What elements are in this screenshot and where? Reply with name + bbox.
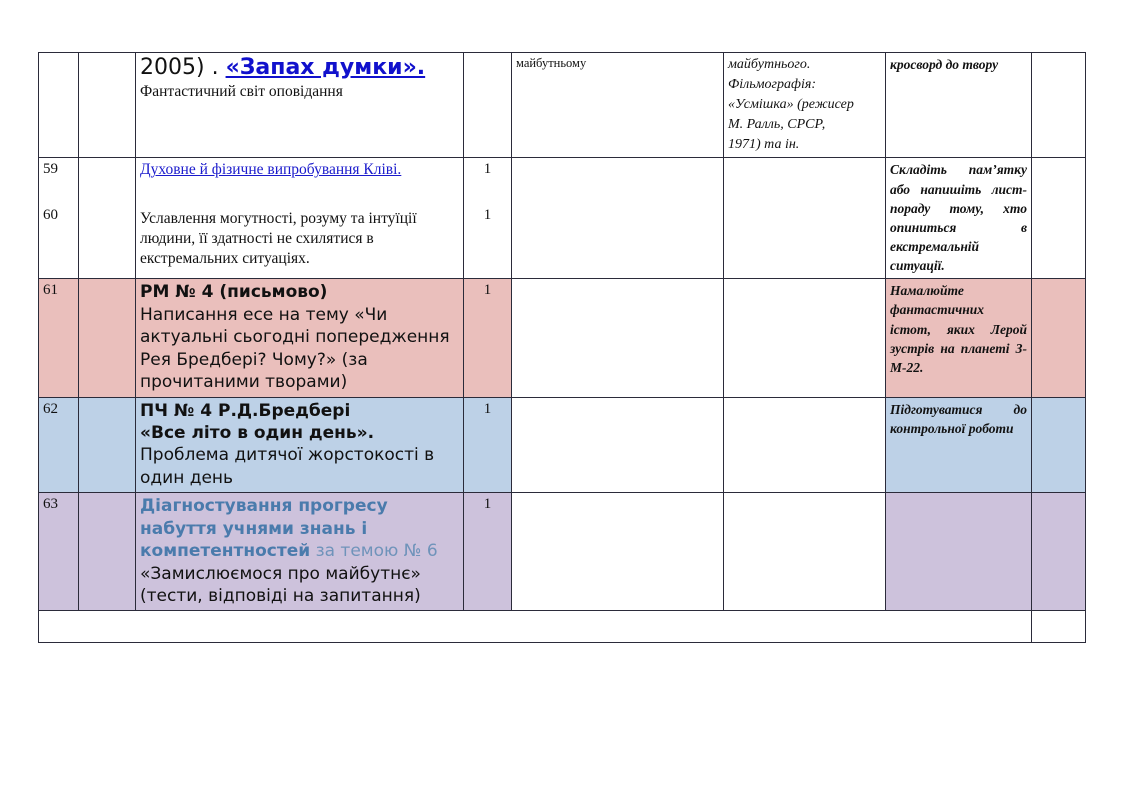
homework-text: Підготуватися до контрольної роботи: [890, 401, 1027, 436]
table-row: [39, 53, 1086, 158]
hours-gap: [468, 178, 507, 206]
row-date-cell: [79, 279, 136, 397]
row-col6-cell: [724, 397, 886, 493]
topic-subtitle: Фантастичний світ оповідання: [140, 82, 343, 100]
row-number-cell: [39, 279, 79, 397]
row-col6-cell: [724, 493, 886, 611]
row-col5-cell: [512, 53, 724, 158]
row-hours-cell: [464, 279, 512, 397]
row-number-cell: [39, 53, 79, 158]
homework-text: кросворд до твору: [890, 57, 999, 72]
row-number-59: 59: [43, 161, 58, 178]
row-col8-cell: [1032, 158, 1086, 279]
number-gap: [43, 178, 74, 206]
row-hours-cell: [464, 53, 512, 158]
row-topic-cell: [136, 158, 464, 279]
topic-gap: [140, 181, 459, 209]
row-col6-cell: [724, 158, 886, 279]
topic-diagnostic-block: [140, 495, 459, 562]
topic-title: РМ № 4 (письмово): [140, 282, 328, 303]
row-homework-cell: [886, 397, 1032, 493]
row-homework-cell: [886, 493, 1032, 611]
row-col5-cell: [512, 279, 724, 397]
table-row: [39, 279, 1086, 397]
col6-text: [728, 55, 881, 154]
lesson-plan-table: [38, 52, 1086, 643]
col6-line-2: Фільмографія:: [728, 76, 817, 92]
row-hours-60: 1: [483, 207, 492, 224]
row-number-cell: [39, 158, 79, 279]
row-date-cell: [79, 493, 136, 611]
row-number-cell: [39, 397, 79, 493]
footer-last-cell: [1032, 611, 1086, 643]
row-topic-cell: [136, 53, 464, 158]
row-homework-cell: [886, 279, 1032, 397]
row-hours-cell: [464, 493, 512, 611]
table-row: [39, 397, 1086, 493]
table-row: [39, 611, 1086, 643]
row-col6-cell: [724, 279, 886, 397]
topic-link-59[interactable]: Духовне й фізичне випробування Кліві.: [140, 161, 402, 179]
table-row: [39, 493, 1086, 611]
row-hours-cell: [464, 397, 512, 493]
row-col5-cell: [512, 493, 724, 611]
row-col8-cell: [1032, 53, 1086, 158]
row-date-cell: [79, 158, 136, 279]
row-col5-cell: [512, 158, 724, 279]
row-hours-cell: [464, 158, 512, 279]
topic-title-line: [140, 55, 459, 82]
row-hours: 1: [483, 282, 492, 299]
homework-text: Складіть пам’ятку або напишіть лист-пораду тому, хто опиниться в екстремальній ситуації.: [890, 162, 1027, 274]
topic-description: Написання есе на тему «Чи актуальні сьогодні попередження Рея Бредбері? Чому?» (за прочитаними творами): [140, 304, 450, 393]
topic-text-60: Уславлення могутності, розуму та інтуїції людини, її здатності не схилятися в екстремальних ситуаціях.: [140, 209, 417, 267]
row-number: 63: [43, 496, 58, 513]
topic-description: «Замислюємося про майбутнє» (тести, відповіді на запитання): [140, 563, 421, 606]
row-homework-cell: [886, 53, 1032, 158]
topic-title-link[interactable]: «Запах думки».: [225, 55, 426, 80]
row-col8-cell: [1032, 397, 1086, 493]
row-col8-cell: [1032, 493, 1086, 611]
row-date-cell: [79, 397, 136, 493]
row-date-cell: [79, 53, 136, 158]
col6-line-1: майбутнього.: [728, 57, 811, 72]
col6-line-5: 1971) та ін.: [728, 136, 800, 152]
row-number-cell: [39, 493, 79, 611]
topic-diagnostic-theme: за темою № 6: [310, 541, 438, 562]
topic-diagnostic-heading: Діагностування прогресу набуття учнями знань і компетентностей: [140, 496, 388, 562]
row-topic-cell: [136, 279, 464, 397]
col6-line-3: «Усмішка» (режисер: [728, 96, 854, 112]
topic-title-line-1: ПЧ № 4 Р.Д.Бредбері: [140, 400, 351, 421]
topic-prefix: 2005) .: [140, 55, 226, 80]
footer-spanned-cell: [39, 611, 1032, 643]
row-col6-cell: [724, 53, 886, 158]
row-hours: 1: [483, 496, 492, 513]
topic-description: Проблема дитячої жорстокості в один день: [140, 445, 435, 488]
row-homework-cell: [886, 158, 1032, 279]
row-number: 61: [43, 282, 58, 299]
row-hours: 1: [483, 400, 492, 417]
row-col5-cell: [512, 397, 724, 493]
row-hours-59: 1: [483, 161, 492, 178]
row-col8-cell: [1032, 279, 1086, 397]
col5-text: майбутньому: [516, 56, 587, 70]
row-number: 62: [43, 400, 58, 417]
col6-line-4: М. Ралль, СРСР,: [728, 116, 826, 132]
row-topic-cell: [136, 493, 464, 611]
row-topic-cell: [136, 397, 464, 493]
homework-text: Намалюйте фантастичних істот, яких Лерой зустрів на планеті З-М-22.: [890, 283, 1027, 375]
table-row: [39, 158, 1086, 279]
topic-title-line-2: «Все літо в один день».: [140, 422, 375, 443]
row-number-60: 60: [43, 207, 58, 224]
